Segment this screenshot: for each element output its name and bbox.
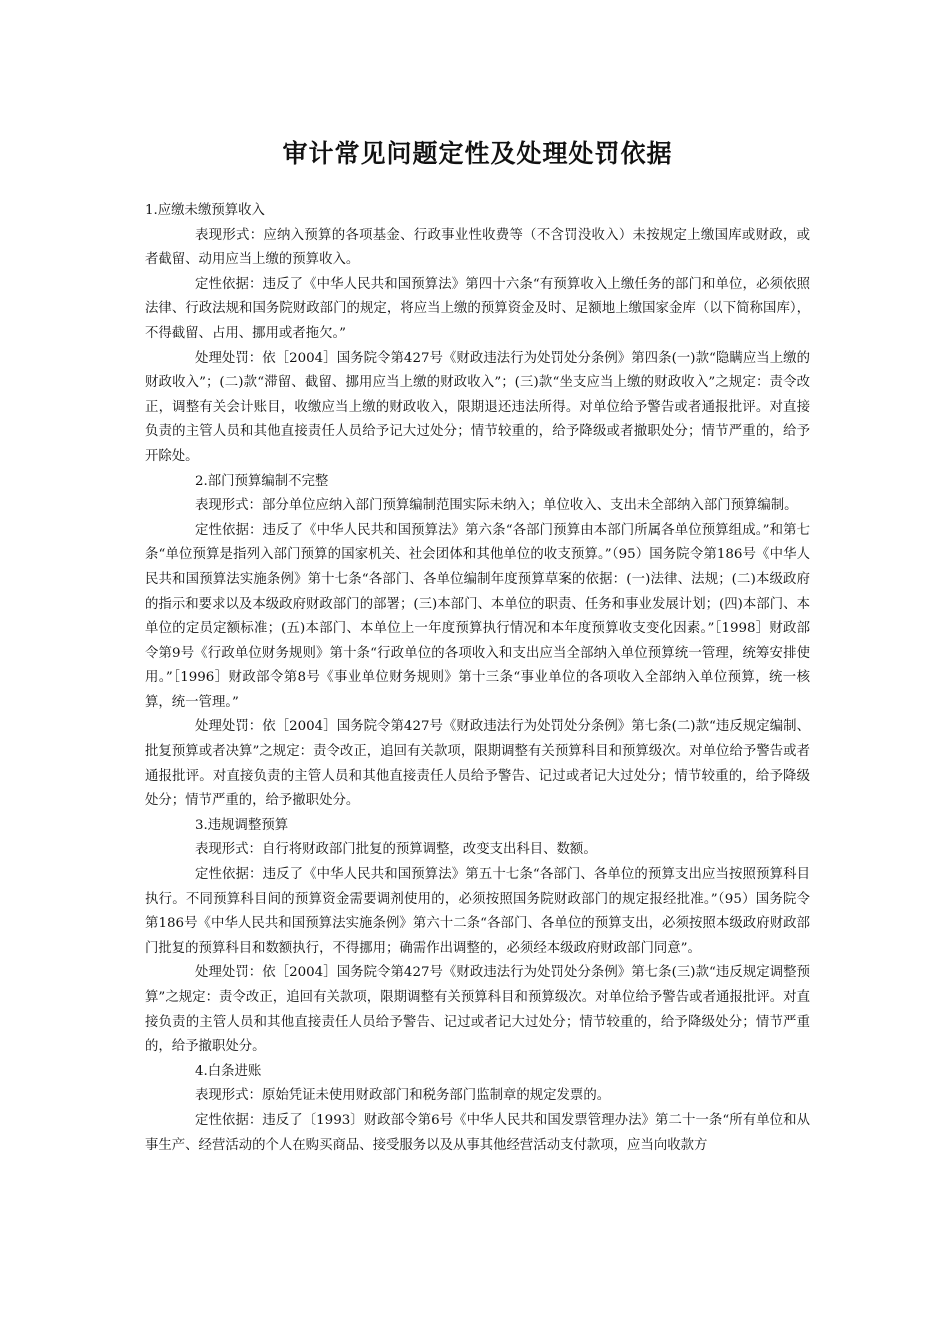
section-heading-4: 4.白条进账 bbox=[195, 1063, 262, 1079]
document-body bbox=[145, 199, 810, 1158]
paragraph-basis-2: 定性依据：违反了《中华人民共和国预算法》第六条“各部门预算由本部门所属各单位预算组成。”和第七条“单位预算是指列入部门预算的国家机关、社会团体和其他单位的收支预算。”（95）国务院令第186号《中华人民共和国预算法实施条例》第十七条“各部门、各单位编制年度预算草案的依据：(一)法律、法规；(二)本级政府的指示和要求以及本级政府财政部门的部署；(三)本部门、本单位的职责、任务和事业发展计划；(四)本部门、本单位的定员定额标准；(五)本部门、本单位上一年度预算执行情况和本年度预算收支变化因素。”［1998］财政部令第9号《行政单位财务规则》第十条“行政单位的各项收入和支出应当全部纳入单位预算统一管理，统筹安排使用。”［1996］财政部令第8号《事业单位财务规则》第十三条“事业单位的各项收入全部纳入单位预算，统一核算，统一管理。” bbox=[145, 522, 810, 710]
section-heading-2: 2.部门预算编制不完整 bbox=[195, 473, 329, 489]
paragraph-basis-3: 定性依据：违反了《中华人民共和国预算法》第五十七条“各部门、各单位的预算支出应当按照预算科目执行。不同预算科目间的预算资金需要调剂使用的，必须按照国务院财政部门的规定报经批准。”（95）国务院令第186号《中华人民共和国预算法实施条例》第六十二条“各部门、各单位的预算支出，必须按照本级政府财政部门批复的预算科目和数额执行，不得挪用；确需作出调整的，必须经本级政府财政部门同意”。 bbox=[145, 867, 810, 956]
document-title: 审计常见问题定性及处理处罚依据 bbox=[282, 139, 673, 168]
paragraph-basis-1: 定性依据：违反了《中华人民共和国预算法》第四十六条“有预算收入上缴任务的部门和单位，必须依照法律、行政法规和国务院财政部门的规定，将应当上缴的预算资金及时、足额地上缴国家金库（以下简称国库），不得截留、占用、挪用或者拖欠。” bbox=[145, 276, 810, 341]
paragraph-manifestation-4: 表现形式：原始凭证未使用财政部门和税务部门监制章的规定发票的。 bbox=[195, 1088, 611, 1104]
section-heading-1: 1.应缴未缴预算收入 bbox=[145, 203, 265, 218]
paragraph-manifestation-1: 表现形式：应纳入预算的各项基金、行政事业性收费等（不含罚没收入）未按规定上缴国库或财政，或者截留、动用应当上缴的预算收入。 bbox=[145, 227, 810, 268]
section-heading-3: 3.违规调整预算 bbox=[195, 817, 289, 833]
paragraph-penalty-2: 处理处罚：依［2004］国务院令第427号《财政违法行为处罚处分条例》第七条(二)款“违反规定编制、批复预算或者决算”之规定：责令改正，追回有关款项，限期调整有关预算科目和预算级次。对单位给予警告或者通报批评。对直接负责的主管人员和其他直接责任人员给予警告、记过或者记大过处分；情节较重的，给予降级处分；情节严重的，给予撤职处分。 bbox=[145, 719, 810, 809]
paragraph-manifestation-3: 表现形式：自行将财政部门批复的预算调整，改变支出科目、数额。 bbox=[195, 842, 597, 858]
paragraph-manifestation-2: 表现形式：部分单位应纳入部门预算编制范围实际未纳入；单位收入、支出未全部纳入部门预算编制。 bbox=[195, 498, 798, 514]
paragraph-basis-4: 定性依据：违反了〔1993〕财政部令第6号《中华人民共和国发票管理办法》第二十一条“所有单位和从事生产、经营活动的个人在购买商品、接受服务以及从事其他经营活动支付款项，应当向收款方 bbox=[145, 1112, 810, 1153]
paragraph-penalty-3: 处理处罚：依［2004］国务院令第427号《财政违法行为处罚处分条例》第七条(三)款“违反规定调整预算”之规定：责令改正，追回有关款项，限期调整有关预算科目和预算级次。对单位给予警告或者通报批评。对直接负责的主管人员和其他直接责任人员给予警告、记过或者记大过处分；情节较重的，给予降级处分；情节严重的，给予撤职处分。 bbox=[145, 965, 810, 1055]
paragraph-penalty-1: 处理处罚：依［2004］国务院令第427号《财政违法行为处罚处分条例》第四条(一)款“隐瞒应当上缴的财政收入”；(二)款“滞留、截留、挪用应当上缴的财政收入”；(三)款“坐支应当上缴的财政收入”之规定：责令改正，调整有关会计账目，收缴应当上缴的财政收入，限期退还违法所得。对单位给予警告或者通报批评。对直接负责的主管人员和其他直接责任人员给予记大过处分；情节较重的，给予降级或者撤职处分；情节严重的，给予开除处。 bbox=[145, 350, 810, 464]
